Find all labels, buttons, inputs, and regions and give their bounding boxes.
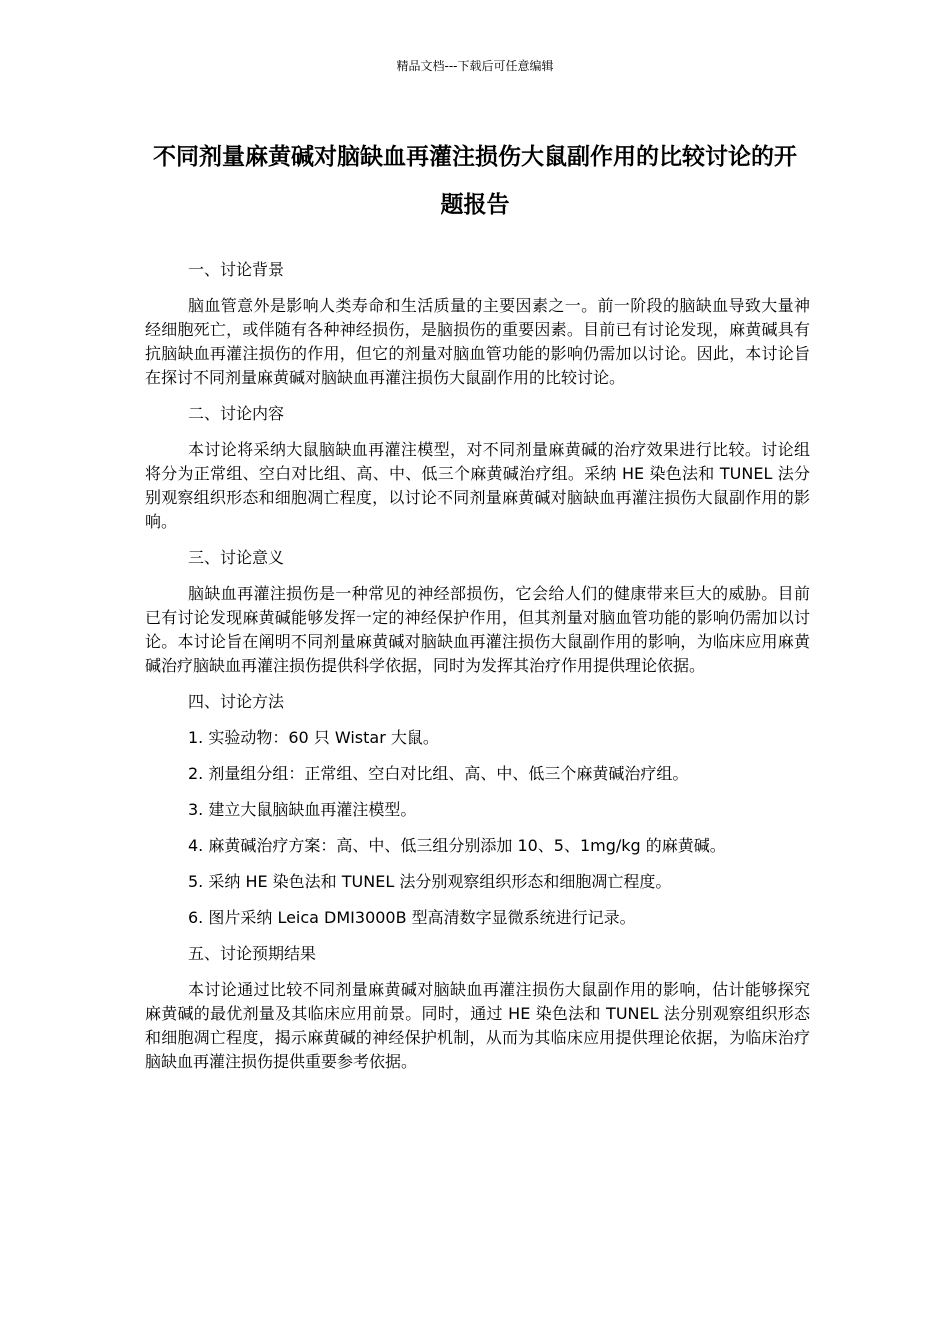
- section-text-results: 本讨论通过比较不同剂量麻黄碱对脑缺血再灌注损伤大鼠副作用的影响，估计能够探究麻黄碱的最优剂量及其临床应用前景。同时，通过 HE 染色法和 TUNEL 法分别观察组织形态和细胞凋亡程度，揭示麻黄碱的神经保护机制，从而为其临床应用提供理论依据，为临床治疗脑缺血再灌注损伤提供重要参考依据。: [145, 980, 810, 1071]
- method-item: 1. 实验动物：60 只 Wistar 大鼠。: [188, 728, 439, 747]
- section-heading-methods: 四、讨论方法: [188, 692, 285, 711]
- method-item: 4. 麻黄碱治疗方案：高、中、低三组分别添加 10、5、1mg/kg 的麻黄碱。: [188, 836, 726, 855]
- section-text-background: 脑血管意外是影响人类寿命和生活质量的主要因素之一。前一阶段的脑缺血导致大量神经细胞死亡，或伴随有各种神经损伤，是脑损伤的重要因素。目前已有讨论发现，麻黄碱具有抗脑缺血再灌注损伤的作用，但它的剂量对脑血管功能的影响仍需加以讨论。因此，本讨论旨在探讨不同剂量麻黄碱对脑缺血再灌注损伤大鼠副作用的比较讨论。: [145, 296, 810, 387]
- section-text-significance: 脑缺血再灌注损伤是一种常见的神经部损伤，它会给人们的健康带来巨大的威胁。目前已有讨论发现麻黄碱能够发挥一定的神经保护作用，但其剂量对脑血管功能的影响仍需加以讨论。本讨论旨在阐明不同剂量麻黄碱对脑缺血再灌注损伤大鼠副作用的影响，为临床应用麻黄碱治疗脑缺血再灌注损伤提供科学依据，同时为发挥其治疗作用提供理论依据。: [145, 584, 810, 675]
- section-text-content: 本讨论将采纳大鼠脑缺血再灌注模型，对不同剂量麻黄碱的治疗效果进行比较。讨论组将分为正常组、空白对比组、高、中、低三个麻黄碱治疗组。采纳 HE 染色法和 TUNEL 法分别观察组织形态和细胞凋亡程度，以讨论不同剂量麻黄碱对脑缺血再灌注损伤大鼠副作用的影响。: [145, 440, 810, 531]
- section-heading-results: 五、讨论预期结果: [188, 944, 317, 963]
- method-item: 2. 剂量组分组：正常组、空白对比组、高、中、低三个麻黄碱治疗组。: [188, 764, 689, 783]
- page-header: 精品文档---下载后可任意编辑: [396, 59, 554, 73]
- section-heading-content: 二、讨论内容: [188, 404, 285, 423]
- method-item: 5. 采纳 HE 染色法和 TUNEL 法分别观察组织形态和细胞凋亡程度。: [188, 872, 672, 891]
- method-item: 3. 建立大鼠脑缺血再灌注模型。: [188, 800, 417, 819]
- section-heading-significance: 三、讨论意义: [188, 548, 285, 567]
- document-title: 不同剂量麻黄碱对脑缺血再灌注损伤大鼠副作用的比较讨论的开题报告: [153, 144, 797, 218]
- document-body: [145, 258, 810, 1086]
- section-heading-background: 一、讨论背景: [188, 260, 285, 279]
- method-item: 6. 图片采纳 Leica DMI3000B 型高清数字显微系统进行记录。: [188, 908, 636, 927]
